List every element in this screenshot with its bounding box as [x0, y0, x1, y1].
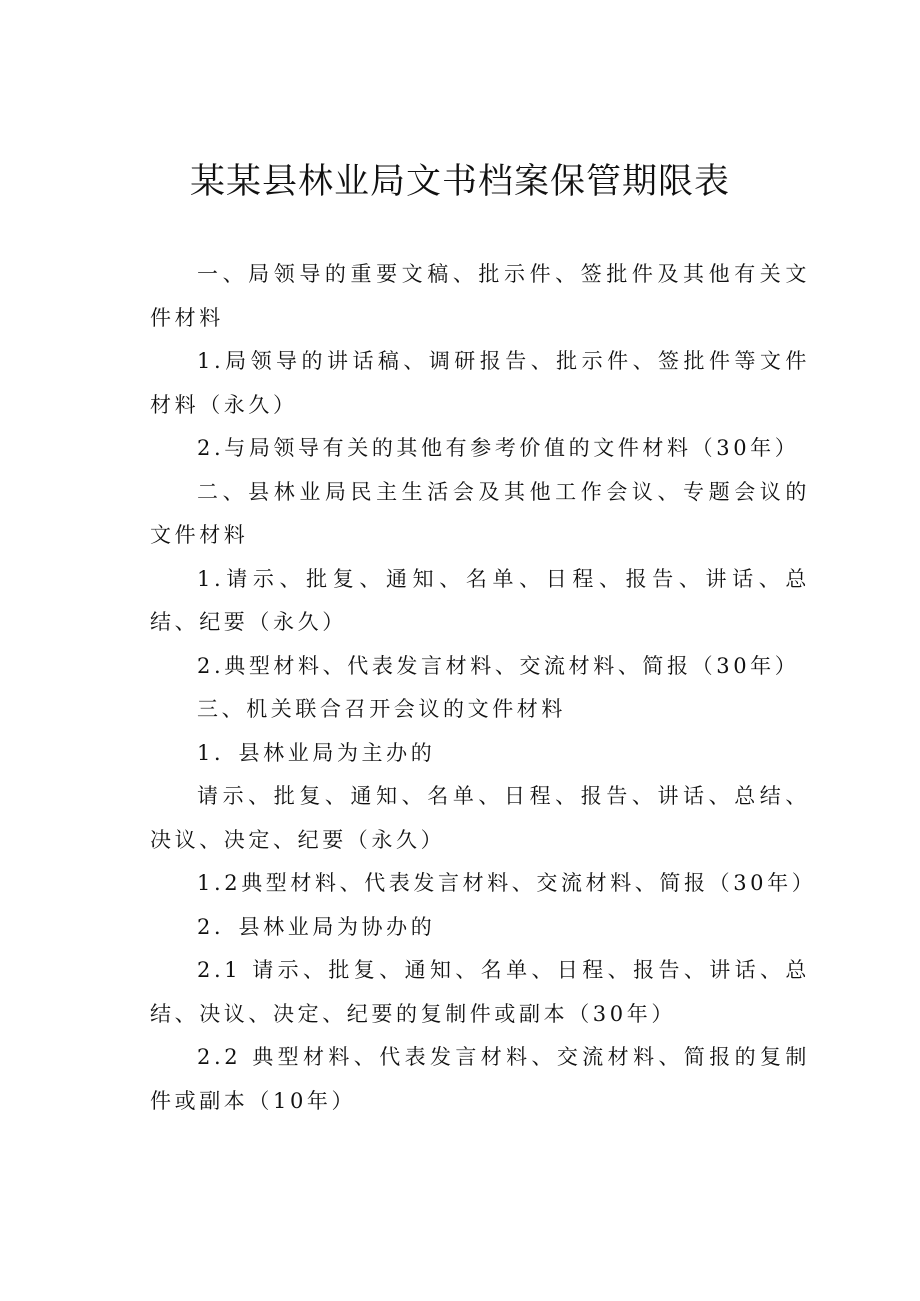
list-item: 1.请示、批复、通知、名单、日程、报告、讲话、总结、纪要（永久）	[150, 566, 810, 634]
list-item: 2.典型材料、代表发言材料、交流材料、简报（30年）	[197, 653, 800, 678]
list-item: 请示、批复、通知、名单、日程、报告、讲话、总结、决议、决定、纪要（永久）	[150, 784, 810, 852]
list-item: 2.2 典型材料、代表发言材料、交流材料、简报的复制件或副本（10年）	[150, 1045, 810, 1113]
section-heading: 三、机关联合召开会议的文件材料	[197, 697, 566, 721]
section-heading: 二、县林业局民主生活会及其他工作会议、专题会议的文件材料	[150, 479, 810, 547]
section-heading: 一、局领导的重要文稿、批示件、签批件及其他有关文件材料	[150, 262, 810, 330]
document-title: 某某县林业局文书档案保管期限表	[189, 162, 730, 202]
document-body	[150, 253, 817, 1123]
list-item: 2.1 请示、批复、通知、名单、日程、报告、讲话、总结、决议、决定、纪要的复制件或副本（30年）	[150, 958, 810, 1026]
list-item: 1.局领导的讲话稿、调研报告、批示件、签批件等文件材料（永久）	[150, 349, 810, 417]
subsection-heading: 1．县林业局为主办的	[197, 740, 436, 765]
list-item: 2.与局领导有关的其他有参考价值的文件材料（30年）	[197, 436, 800, 460]
list-item: 1.2典型材料、代表发言材料、交流材料、简报（30年）	[197, 871, 817, 895]
subsection-heading: 2．县林业局为协办的	[197, 914, 436, 939]
